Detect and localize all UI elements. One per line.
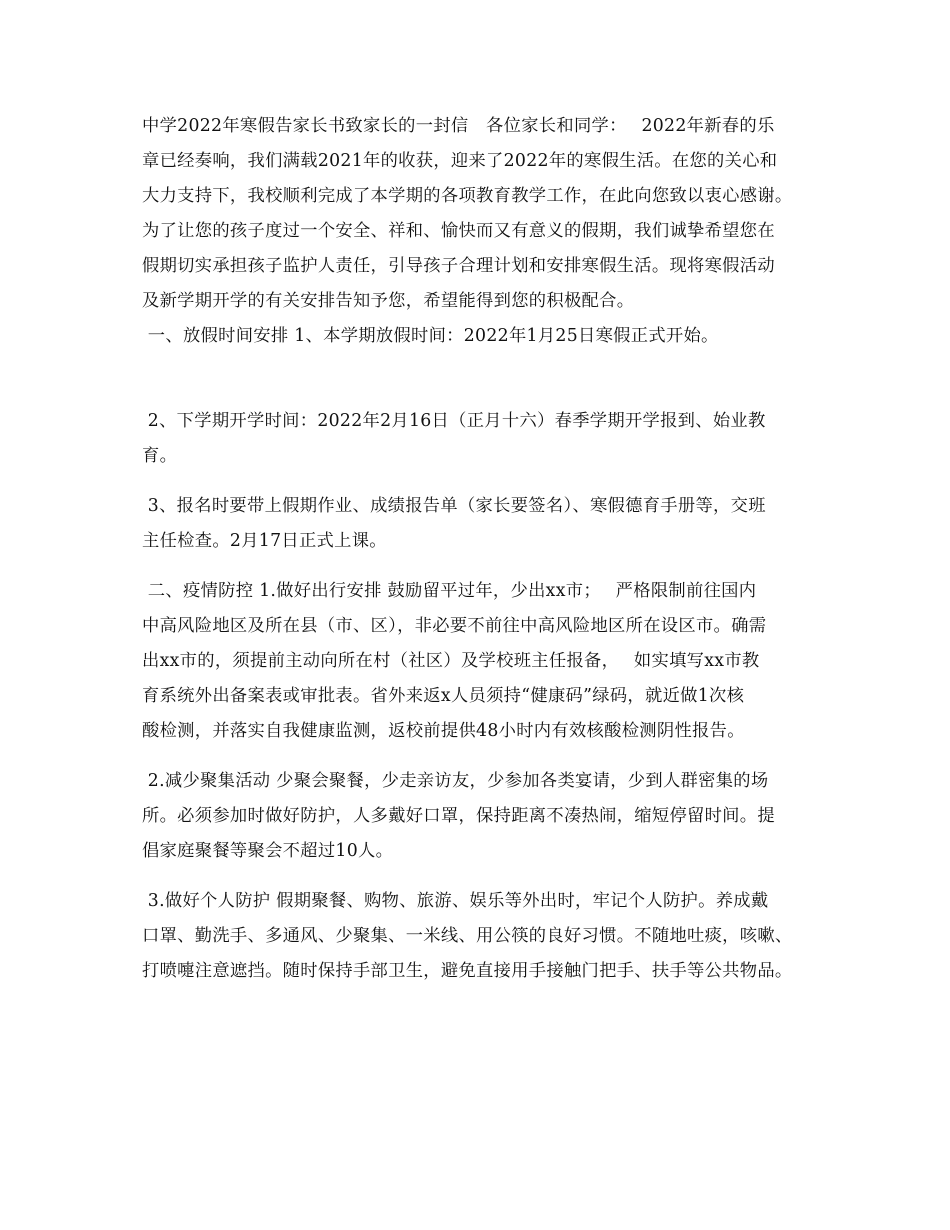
text-line: 倡家庭聚餐等聚会不超过10人。 (142, 841, 394, 861)
text-line: 酸检测，并落实自我健康监测，返校前提供48小时内有效核酸检测阴性报告。 (142, 721, 745, 741)
text-line: 主任检查。2月17日正式上课。 (142, 531, 387, 551)
text-line: 假期切实承担孩子监护人责任，引导孩子合理计划和安排寒假生活。现将寒假活动 (142, 256, 775, 276)
text-line: 中学2022年寒假告家长书致家长的一封信 各位家长和同学： 2022年新春的乐 (142, 116, 775, 136)
text-line: 3.做好个人防护 假期聚餐、购物、旅游、娱乐等外出时，牢记个人防护。养成戴 (142, 891, 769, 911)
text-line: 口罩、勤洗手、多通风、少聚集、一米线、用公筷的良好习惯。不随地吐痰，咳嗽、 (142, 926, 793, 946)
text-line: 2.减少聚集活动 少聚会聚餐，少走亲访友，少参加各类宴请，少到人群密集的场 (142, 771, 769, 791)
text-line: 二、疫情防控 1.做好出行安排 鼓励留平过年，少出xx市； 严格限制前往国内 (142, 581, 757, 601)
text-line: 出xx市的，须提前主动向所在村（社区）及学校班主任报备， 如实填写xx市教 (142, 651, 760, 671)
text-line: 育系统外出备案表或审批表。省外来返x人员须持“健康码”绿码，就近做1次核 (142, 686, 745, 706)
text-line: 所。必须参加时做好防护，人多戴好口罩，保持距离不凑热闹，缩短停留时间。提 (142, 806, 775, 826)
text-line: 及新学期开学的有关安排告知予您，希望能得到您的积极配合。 (142, 291, 635, 311)
text-line: 中高风险地区及所在县（市、区），非必要不前往中高风险地区所在设区市。确需 (142, 616, 767, 636)
text-line: 为了让您的孩子度过一个安全、祥和、愉快而又有意义的假期，我们诚挚希望您在 (142, 221, 775, 241)
text-line: 一、放假时间安排 1、本学期放假时间：2022年1月25日寒假正式开始。 (142, 326, 719, 346)
text-line: 大力支持下，我校顺利完成了本学期的各项教育教学工作，在此向您致以衷心感谢。 (142, 186, 793, 206)
text-line: 2、下学期开学时间：2022年2月16日（正月十六）春季学期开学报到、始业教 (142, 411, 766, 431)
text-line: 章已经奏响，我们满载2021年的收获，迎来了2022年的寒假生活。在您的关心和 (142, 151, 778, 171)
text-line: 打喷嚏注意遮挡。随时保持手部卫生，避免直接用手接触门把手、扶手等公共物品。 (142, 961, 793, 981)
text-line: 3、报名时要带上假期作业、成绩报告单（家长要签名）、寒假德育手册等，交班 (142, 496, 766, 516)
text-line: 育。 (142, 446, 178, 466)
